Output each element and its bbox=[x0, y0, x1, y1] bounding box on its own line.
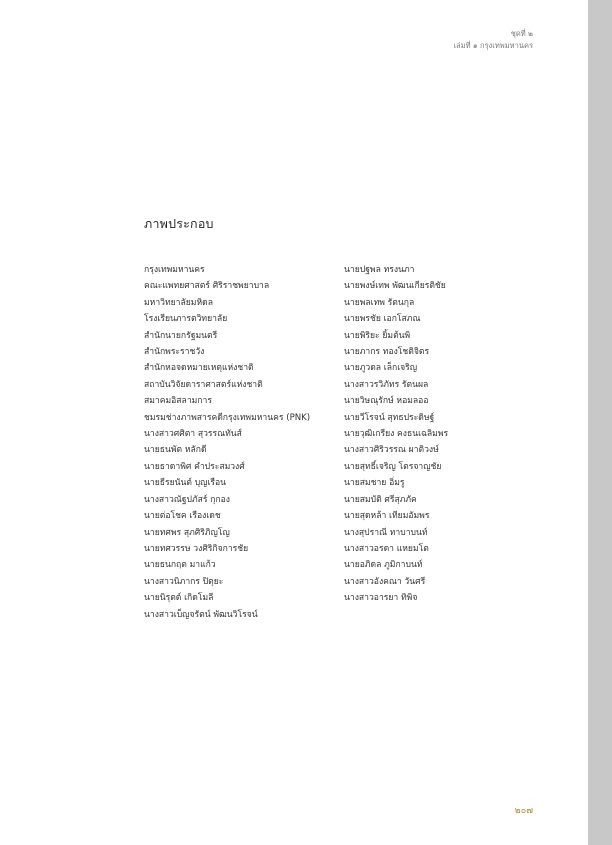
credit-entry: นายวีโรจน์ สุทธประดิษฐ์ bbox=[344, 412, 435, 423]
credit-entry: สำนักพระราชวัง bbox=[144, 347, 205, 358]
credit-entry: สมาคมอิสลามการ bbox=[144, 396, 212, 407]
credit-entry: สำนักหอจดหมายเหตุแห่งชาติ bbox=[144, 363, 254, 374]
credit-entry: นางสาวรวิภัทร รัตนผล bbox=[344, 379, 429, 390]
credit-entry: นายธนพัต หลักดี bbox=[144, 445, 207, 456]
credit-entry: นายทศวรรษ วงศิริกิจการชัย bbox=[144, 543, 249, 554]
credits-left-column bbox=[144, 262, 344, 623]
credit-entry: นายพรชัย เอกโสภณ bbox=[344, 314, 421, 325]
running-header bbox=[453, 28, 533, 52]
credit-entry: นางสาวศศิตา สุวรรณทันส์ bbox=[144, 429, 242, 440]
section-title: ภาพประกอบ bbox=[144, 216, 214, 231]
credit-entry: นายธีรยนันต์ บุญเรือน bbox=[144, 478, 227, 489]
credit-entry: นางสาวนิภากร ปิตุยะ bbox=[144, 576, 224, 587]
credit-entry: มหาวิทยาลัยมหิดล bbox=[144, 297, 213, 308]
credit-entry: นายพงษ์เทพ พัฒนเกียรติชัย bbox=[344, 281, 446, 292]
credit-entry: นายต่อโชค เรืองเดช bbox=[144, 511, 221, 522]
credit-entry: นางสาวศิริวรรณ ผาติวงษ์ bbox=[344, 445, 439, 456]
credit-entry: นางสาวอรดา แหยมโต bbox=[344, 543, 429, 554]
credit-entry: นายภูวดล เล็กเจริญ bbox=[344, 363, 418, 374]
credit-entry: นางสาวอารยา ทิพิจ bbox=[344, 593, 418, 604]
credit-entry: นายสมชาย อิ่มรู bbox=[344, 478, 405, 489]
credit-entry: นายวุฒิเกรียง คงธนเฉลิมพร bbox=[344, 429, 449, 440]
credit-entry: สำนักนายกรัฐมนตรี bbox=[144, 330, 218, 341]
credit-entry: นางสาวณัฐปภัสร์ กุกอง bbox=[144, 494, 230, 505]
credit-entry: นายธนกฤต มาแก้ว bbox=[144, 560, 216, 571]
volume-label: เล่มที่ ๑ กรุงเทพมหานคร bbox=[453, 41, 533, 50]
credit-entry: คณะแพทยศาสตร์ ศิริราชพยาบาล bbox=[144, 281, 270, 292]
credit-entry: นางสาวอังคณา วันศรี bbox=[344, 576, 426, 587]
credit-entry: นายสุทธิ์เจริญ โตรจาญชัย bbox=[344, 461, 442, 472]
page-edge-bar bbox=[588, 0, 612, 845]
credits-right-column bbox=[344, 262, 474, 623]
credit-entry: นางสาวเบ็ญจรัตน์ พัฒนวิโรจน์ bbox=[144, 609, 258, 620]
credit-entry: นายทศพร สุภศิริภิญโญ bbox=[144, 527, 230, 538]
credit-entry: สถาบันวิจัยดาราศาสตร์แห่งชาติ bbox=[144, 379, 263, 390]
credit-entry: โรงเรียนภารตวิทยาลัย bbox=[144, 314, 228, 325]
series-label: ชุดที่ ๒ bbox=[510, 29, 533, 38]
credit-entry: นายภากร ทองโชติจิตร bbox=[344, 347, 430, 358]
credit-entry: นายนิรุตต์ เกิดโมลี bbox=[144, 593, 214, 604]
credits-list bbox=[144, 262, 474, 623]
credit-entry: นายธาดาพิศ คำประสมวงศ์ bbox=[144, 461, 245, 472]
credit-entry: นางสุปราณี ทาบาบนท์ bbox=[344, 527, 428, 538]
credit-entry: นายสมบัติ ศรีสุภภัค bbox=[344, 494, 417, 505]
credit-entry: นายวิษณุรักษ์ หอมลออ bbox=[344, 396, 429, 407]
credit-entry: กรุงเทพมหานคร bbox=[144, 265, 205, 275]
credit-entry: นายพิริยะ ยิ้มต้นพิ bbox=[344, 330, 411, 341]
credit-entry: นายสุดหล้า เทียมอัมพร bbox=[344, 511, 430, 522]
credit-entry: นายปฐพล ทรงนภา bbox=[344, 265, 415, 275]
page-number: ๒๐๗ bbox=[514, 806, 533, 816]
credit-entry: ชมรมช่างภาพสารคดีกรุงเทพมหานคร (PNK) bbox=[144, 412, 311, 423]
credit-entry: นายอภิดล ภูมิกาบนท์ bbox=[344, 560, 423, 571]
credit-entry: นายพลเทพ รัตนกุล bbox=[344, 297, 415, 308]
